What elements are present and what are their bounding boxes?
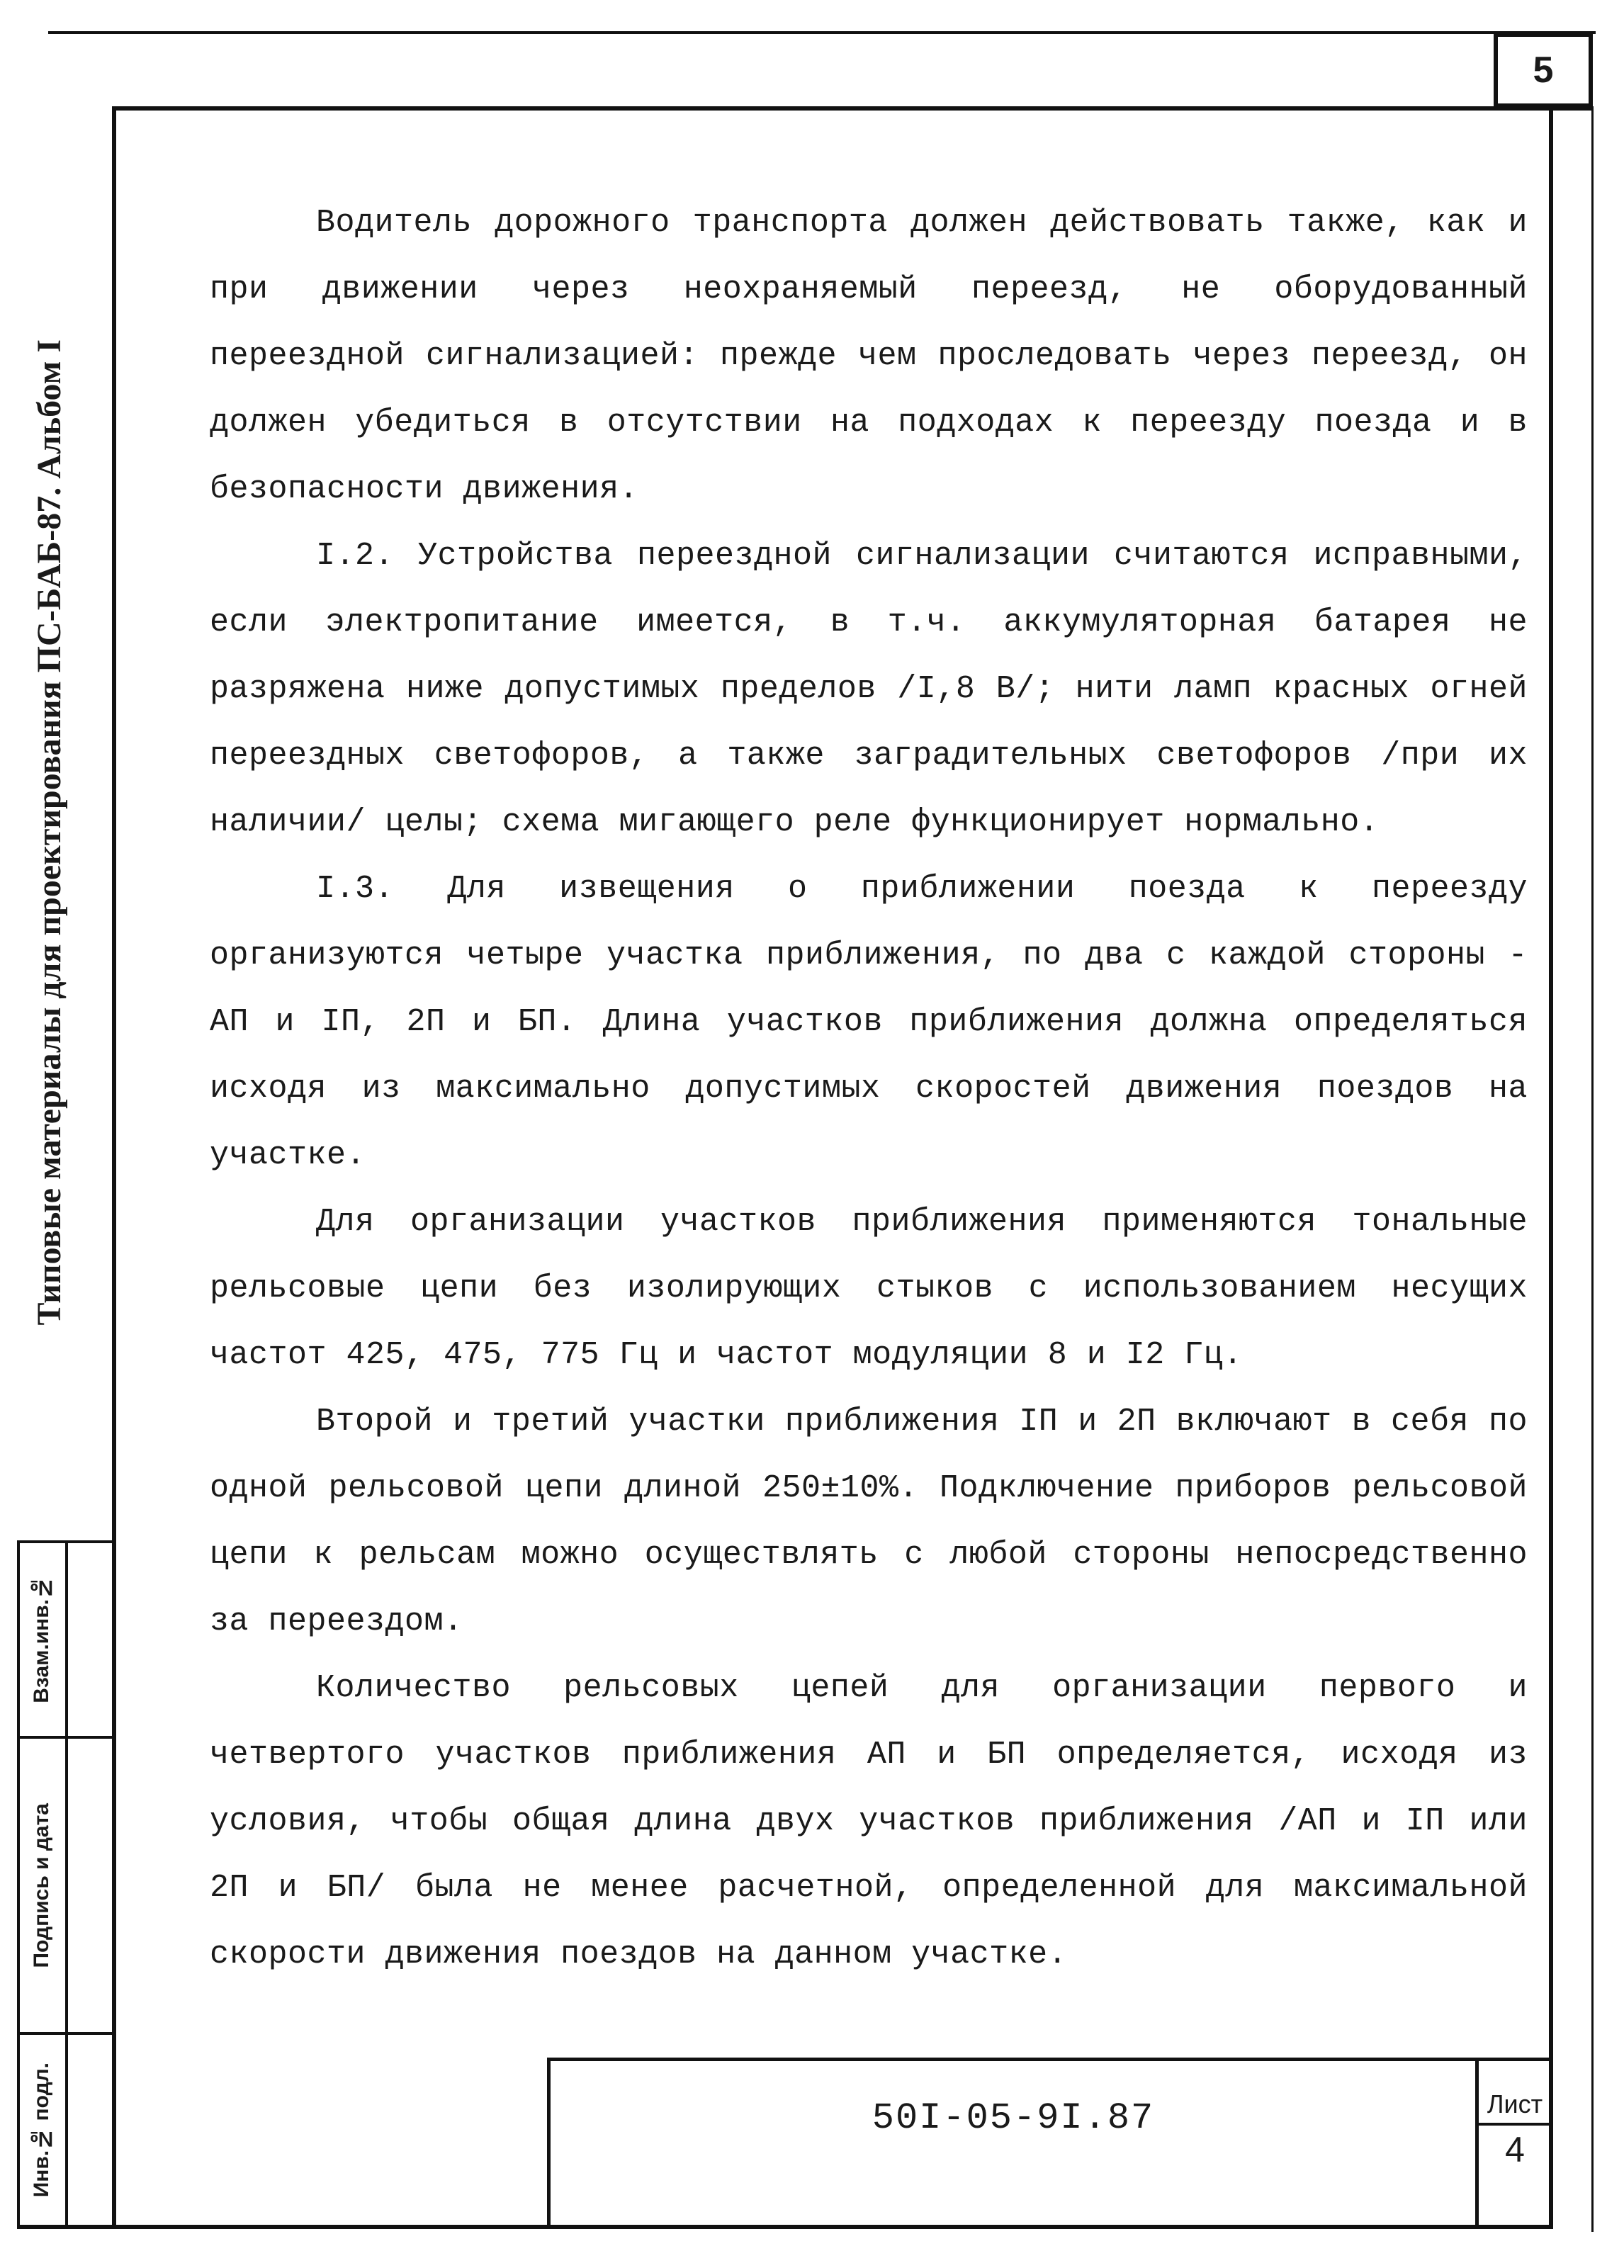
sheet-label: Лист bbox=[1487, 2089, 1543, 2119]
document-code: 50I-05-9I.87 bbox=[872, 2097, 1155, 2139]
paragraph: I.2. Устройства переездной сигнализации считаются исправными, если электропитание имеется, в т.ч. аккумуляторная батарея не разряжена ниже допустимых пределов /I,8 В/; нити ламп красных огней переездных светофоров, а также заградительных светофоров /при их наличии/ целы; схема мигающего реле функционирует нормально. bbox=[210, 538, 1528, 840]
stamp-left bbox=[547, 2058, 551, 2228]
side-title-text: Типовые материалы для проектирования ПС-БАБ-87. Альбом I bbox=[30, 339, 68, 1326]
top-rule bbox=[48, 31, 1596, 34]
frame-top bbox=[112, 106, 1593, 111]
paragraph: Количество рельсовых цепей для организации первого и четвертого участков приближения АП и БП определяется, исходя из условия, чтобы общая длина двух участков приближения /АП и IП или 2П и БП/ была не менее расчетной, определенной для максимальной скорости движения поездов на данном участке. bbox=[210, 1670, 1528, 1973]
side-cell-inv-podl bbox=[18, 2036, 65, 2223]
paragraph: Для организации участков приближения применяются тональные рельсовые цепи без изолирующих стыков с использованием несущих частот 425, 475, 775 Гц и частот модуляции 8 и I2 Гц. bbox=[210, 1204, 1528, 1373]
stamp-top bbox=[547, 2058, 1553, 2061]
side-label-inv-podl: Инв.№ подл. bbox=[30, 2062, 53, 2198]
frame-right bbox=[1549, 106, 1553, 2229]
side-cell-podpis-data bbox=[18, 1740, 65, 2031]
paragraph: Второй и третий участки приближения IП и 2П включают в себя по одной рельсовой цепи длиной 250±10%. Подключение приборов рельсовой цепи к рельсам можно осуществлять с любой стороны непосредственно за переездом. bbox=[210, 1404, 1528, 1640]
page-number: 5 bbox=[1494, 33, 1593, 108]
side-cell-vzam-inv bbox=[18, 1545, 65, 1734]
side-stamp-div2 bbox=[17, 2032, 116, 2035]
sheet-number: 4 bbox=[1505, 2130, 1525, 2170]
side-label-vzam-inv: Взам.инв.№ bbox=[30, 1576, 53, 1703]
outer-right-rule bbox=[1591, 106, 1594, 2232]
side-label-podpis-data: Подпись и дата bbox=[30, 1802, 53, 1968]
side-stamp-inner bbox=[65, 1540, 68, 2228]
side-stamp-div1 bbox=[17, 1736, 116, 1739]
paragraph: Водитель дорожного транспорта должен действовать также, как и при движении через неохраняемый переезд, не оборудованный переездной сигнализацией: прежде чем проследовать через переезд, он должен убедиться в отсутствии на подходах к переезду поезда и в безопасности движения. bbox=[210, 205, 1528, 507]
body-text bbox=[210, 190, 1528, 1988]
side-stamp-top bbox=[17, 1540, 116, 1543]
frame-bottom bbox=[17, 2225, 1553, 2229]
paragraph: I.3. Для извещения о приближении поезда к переезду организуются четыре участка приближения, по два с каждой стороны - АП и IП, 2П и БП. Длина участков приближения должна определяться исходя из максимально допустимых скоростей движения поездов на участке. bbox=[210, 871, 1528, 1173]
stamp-sheet-hline bbox=[1475, 2123, 1553, 2126]
frame-left bbox=[112, 106, 116, 2229]
side-title bbox=[17, 234, 81, 1431]
